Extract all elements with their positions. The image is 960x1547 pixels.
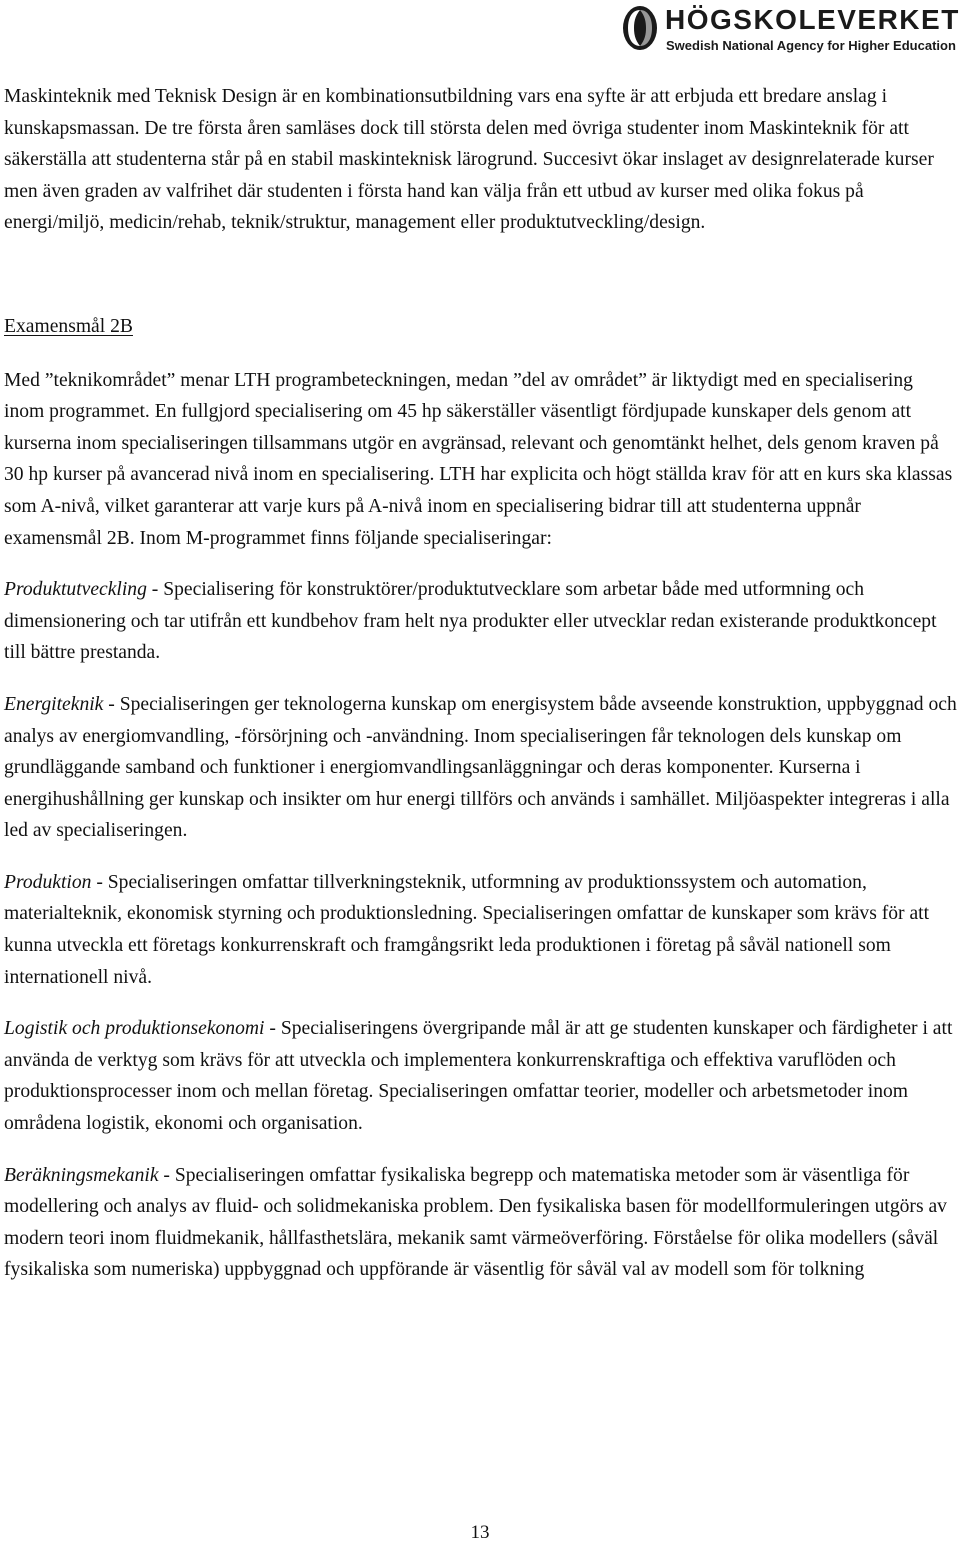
section-heading xyxy=(4,311,958,343)
specialization-paragraph xyxy=(4,1160,958,1286)
specialization-description: - Specialiseringens övergripande mål är att ge studenten kunskaper och färdigheter i att använda de verktyg som krävs för att utveckla och implementera konkurrenskraftiga och effektiva varuflöden och produktionsprocesser inom och mellan företag. Specialiseringen omfattar teorier, modeller och arbetsmetoder inom områdena logistik, ekonomi och organisation. xyxy=(4,1018,953,1135)
section-heading-text: Examensmål 2B xyxy=(4,315,133,337)
specialization-paragraph xyxy=(4,1013,958,1139)
specialization-name: Logistik och produktionsekonomi xyxy=(4,1018,265,1040)
specialization-name: Beräkningsmekanik xyxy=(4,1164,159,1186)
intro-paragraph: Maskinteknik med Teknisk Design är en kombinationsutbildning vars ena syfte är att erbjuda ett bredare anslag i kunskapsmassan. De tre första åren samläses dock till största delen med övriga studenter inom Maskinteknik för att säkerställa att studenterna står på en stabil maskinteknisk lärogrund. Succesivt ökar inslaget av designrelaterade kurser men även graden av valfrihet där studenten i första hand kan välja från ett utbud av kurser med olika fokus på energi/miljö, medicin/rehab, teknik/struktur, management eller produktutveckling/design. xyxy=(4,86,934,234)
org-subtitle: Swedish National Agency for Higher Education xyxy=(666,38,956,53)
specialization-name: Produktion xyxy=(4,871,92,893)
specialization-description: - Specialiseringen ger teknologerna kunskap om energisystem både avseende konstruktion, uppbyggnad och analys av energiomvandling, -försörjning och -användning. Inom specialiseringen får teknologen dels kunskap om grundläggande samband och funktioner i energiomvandlingsanläggningar och deras komponenter. Kurserna i energihushållning ger kunskap och insikter om hur energi tillförs och används i samhället. Miljöaspekter integreras i alla led av specialiseringen. xyxy=(4,693,957,842)
specialization-description: - Specialisering för konstruktörer/produktutvecklare som arbetar både med utformning och dimensionering och tar utifrån ett kundbehov fram helt nya produkter eller utvecklar redan existerande produktkoncept till bättre prestanda. xyxy=(4,579,937,664)
document-body xyxy=(4,81,958,1286)
org-name: HÖGSKOLEVERKET xyxy=(665,4,960,35)
section-body-paragraph: Med ”teknikområdet” menar LTH programbeteckningen, medan ”del av området” är liktydigt med en specialisering inom programmet. En fullgjord specialisering om 45 hp säkerställer väsentligt fördjupade kunskaper dels genom att kurserna inom specialiseringen tillsammans utgör en avgränsad, relevant och genomtänkt helhet, dels genom kraven på 30 hp kurser på avancerad nivå inom en specialisering. LTH har explicita och högt ställda krav för att en kurs ska klassas som A-nivå, vilket garanterar att varje kurs på A-nivå inom en specialisering bidrar till att studenterna uppnår examensmål 2B. Inom M-programmet finns följande specialiseringar: xyxy=(4,369,953,549)
header-logo xyxy=(621,4,960,53)
specialization-paragraph xyxy=(4,867,958,993)
hogskoleverket-emblem-icon xyxy=(621,4,659,52)
specialization-paragraph xyxy=(4,574,958,669)
specialization-description: - Specialiseringen omfattar fysikaliska begrepp och matematiska metoder som är väsentliga för modellering och analys av fluid- och solidmekaniska problem. Den fysikaliska basen för modellformuleringen utgörs av modern teori inom fluidmekanik, hållfasthetslära, mekanik samt värmeöverföring. Förståelse för olika modellers (såväl fysikaliska som numeriska) uppbyggnad och uppförande är väsentlig för såväl val av modell som för tolkning xyxy=(4,1164,947,1281)
specialization-name: Energiteknik xyxy=(4,693,104,715)
specialization-description: - Specialiseringen omfattar tillverkningsteknik, utformning av produktionssystem och automation, materialteknik, ekonomisk styrning och produktionsledning. Specialiseringen omfattar de kunskaper som krävs för att kunna utveckla ett företags konkurrenskraft och framgångsrikt leda produktionen i företag på såväl nationell som internationell nivå. xyxy=(4,871,930,988)
specialization-paragraph xyxy=(4,689,958,847)
page-number: 13 xyxy=(470,1522,490,1543)
specialization-name: Produktutveckling xyxy=(4,579,147,601)
